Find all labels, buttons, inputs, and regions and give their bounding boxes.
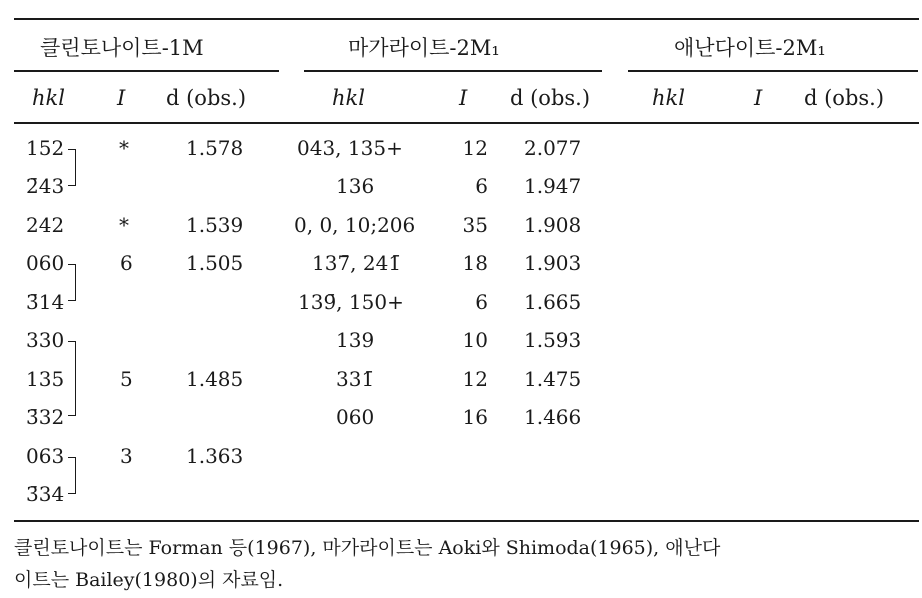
- group-rule-clintonite: [14, 70, 279, 72]
- table-bottom-rule: [14, 520, 919, 522]
- c2-hkl-7: 060: [336, 405, 375, 429]
- subheader-hkl-2: hkl: [332, 86, 365, 110]
- c2-i-5: 10: [462, 328, 488, 352]
- c1-d-3: 1.485: [186, 367, 244, 391]
- c1-i-0: *: [119, 136, 129, 160]
- c2-hkl-5: 139: [336, 328, 375, 352]
- c1-hkl-4: 3̄14: [26, 290, 65, 314]
- footnote-line-1: 클린토나이트는 Forman 등(1967), 마가라이트는 Aoki와 Shimoda(1965), 애난다: [14, 537, 721, 559]
- c1-i-4: 3: [120, 444, 133, 468]
- c2-i-7: 16: [462, 405, 488, 429]
- c2-i-6: 12: [462, 367, 488, 391]
- c2-i-3: 18: [462, 251, 488, 275]
- c2-d-7: 1.466: [524, 405, 582, 429]
- c2-d-0: 2.077: [524, 136, 582, 160]
- c1-d-4: 1.363: [186, 444, 244, 468]
- c1-hkl-1: 2̄43: [26, 174, 65, 198]
- c1-i-2: 6: [120, 251, 133, 275]
- c1-d-0: 1.578: [186, 136, 244, 160]
- c2-i-1: 6: [475, 174, 488, 198]
- group-header-anandite: 애난다이트-2M₁: [674, 36, 826, 60]
- c1-i-3: 5: [120, 367, 133, 391]
- c2-d-2: 1.908: [524, 213, 582, 237]
- c2-hkl-2: 0, 0, 10;206: [294, 213, 416, 237]
- bracket-group-2: [68, 264, 76, 301]
- group-header-clintonite: 클린토나이트-1M: [40, 36, 204, 60]
- bracket-group-3: [68, 341, 76, 416]
- c1-hkl-3: 060: [26, 251, 65, 275]
- c1-hkl-2: 242: [26, 213, 65, 237]
- group-rule-margarite: [304, 70, 602, 72]
- c2-hkl-6: 331̄: [336, 367, 375, 391]
- c2-hkl-1: 136: [336, 174, 375, 198]
- c1-hkl-9: 3̄34: [26, 482, 65, 506]
- c1-i-1: *: [119, 213, 129, 237]
- subheader-d-3: d (obs.): [804, 86, 885, 110]
- subheader-hkl-1: hkl: [32, 86, 65, 110]
- c1-hkl-8: 063: [26, 444, 65, 468]
- c1-d-2: 1.505: [186, 251, 244, 275]
- group-rule-anandite: [628, 70, 918, 72]
- c2-hkl-3: 137̄, 241̄: [312, 251, 402, 275]
- c2-d-5: 1.593: [524, 328, 582, 352]
- c1-hkl-0: 152: [26, 136, 65, 160]
- table-top-rule: [14, 18, 919, 20]
- bracket-group-1: [68, 149, 76, 186]
- c2-d-4: 1.665: [524, 290, 582, 314]
- c2-hkl-0: 043, 135+: [297, 136, 403, 160]
- subheader-i-2: I: [459, 86, 468, 110]
- subheader-i-1: I: [117, 86, 126, 110]
- c1-d-1: 1.539: [186, 213, 244, 237]
- c2-d-3: 1.903: [524, 251, 582, 275]
- subheader-d-1: d (obs.): [166, 86, 247, 110]
- c1-hkl-7: 3̄32: [26, 405, 65, 429]
- c2-i-2: 35: [462, 213, 488, 237]
- c1-hkl-6: 135: [26, 367, 65, 391]
- c2-i-0: 12: [462, 136, 488, 160]
- subheader-d-2: d (obs.): [510, 86, 591, 110]
- c2-i-4: 6: [475, 290, 488, 314]
- c2-d-1: 1.947: [524, 174, 582, 198]
- c1-hkl-5: 330: [26, 328, 65, 352]
- subheader-hkl-3: hkl: [652, 86, 685, 110]
- c2-d-6: 1.475: [524, 367, 582, 391]
- subheader-rule: [14, 122, 919, 124]
- bracket-group-4: [68, 457, 76, 494]
- group-header-margarite: 마가라이트-2M₁: [348, 36, 500, 60]
- subheader-i-3: I: [754, 86, 763, 110]
- c2-hkl-4: 139̄, 150+: [298, 290, 404, 314]
- footnote-line-2: 이트는 Bailey(1980)의 자료임.: [14, 569, 284, 591]
